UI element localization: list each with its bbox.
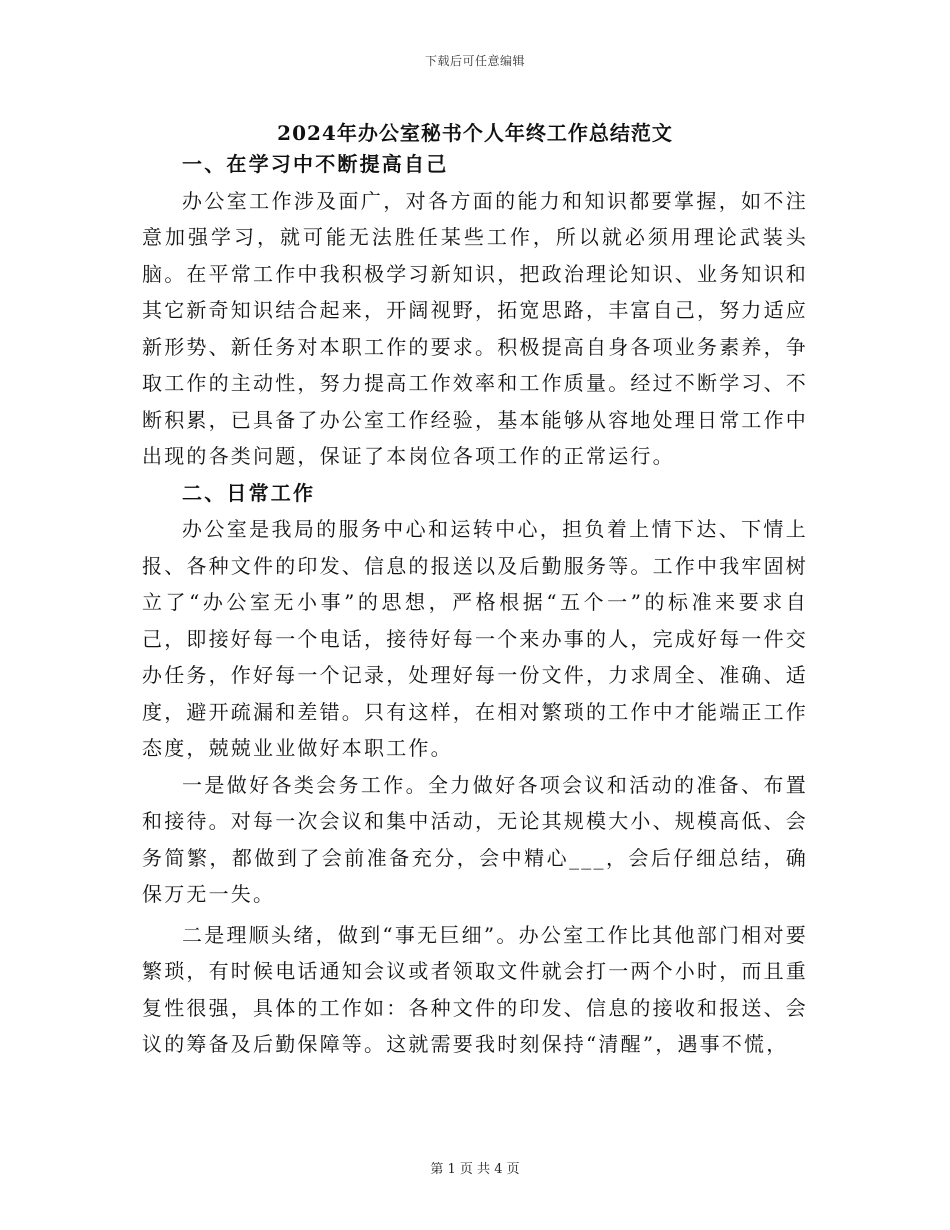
- section-heading-study: 一、在学习中不断提高自己: [182, 152, 449, 176]
- document-body: [142, 146, 808, 1063]
- document-title: 2024年办公室秘书个人年终工作总结范文: [277, 121, 673, 145]
- page-number-footer: 第 1 页 共 4 页: [430, 1162, 520, 1177]
- section-heading-daily-work: 二、日常工作: [182, 480, 316, 505]
- paragraph-study: 办公室工作涉及面广，对各方面的能力和知识都要掌握，如不注意加强学习，就可能无法胜任某些工作，所以就必须用理论武装头脑。在平常工作中我积极学习新知识，把政治理论知识、业务知识和其它新奇知识结合起来，开阔视野，拓宽思路，丰富自己，努力适应新形势、新任务对本职工作的要求。积极提高自身各项业务素养，争取工作的主动性，努力提高工作效率和工作质量。经过不断学习、不断积累，已具备了办公室工作经验，基本能够从容地处理日常工作中出现的各类问题，保证了本岗位各项工作的正常运行。: [142, 188, 808, 468]
- paragraph-meeting-work: 一是做好各类会务工作。全力做好各项会议和活动的准备、布置和接待。对每一次会议和集中活动，无论其规模大小、规模高低、会务简繁，都做到了会前准备充分，会中精心___，会后仔细总结，确保万无一失。: [142, 772, 808, 906]
- paragraph-office-role: 办公室是我局的服务中心和运转中心，担负着上情下达、下情上报、各种文件的印发、信息的报送以及后勤服务等。工作中我牢固树立了“办公室无小事”的思想，严格根据“五个一”的标准来要求自己，即接好每一个电话，接待好每一个来办事的人，完成好每一件交办任务，作好每一个记录，处理好每一份文件，力求周全、准确、适度，避开疏漏和差错。只有这样，在相对繁琐的工作中才能端正工作态度，兢兢业业做好本职工作。: [142, 517, 808, 760]
- page-header-note: 下载后可任意编辑: [424, 54, 525, 68]
- paragraph-organize-tasks: 二是理顺头绪，做到“事无巨细”。办公室工作比其他部门相对要繁琐，有时候电话通知会议或者领取文件就会打一两个小时，而且重复性很强，具体的工作如：各种文件的印发、信息的接收和报送、会议的筹备及后勤保障等。这就需要我时刻保持“清醒”，遇事不慌，: [142, 922, 808, 1056]
